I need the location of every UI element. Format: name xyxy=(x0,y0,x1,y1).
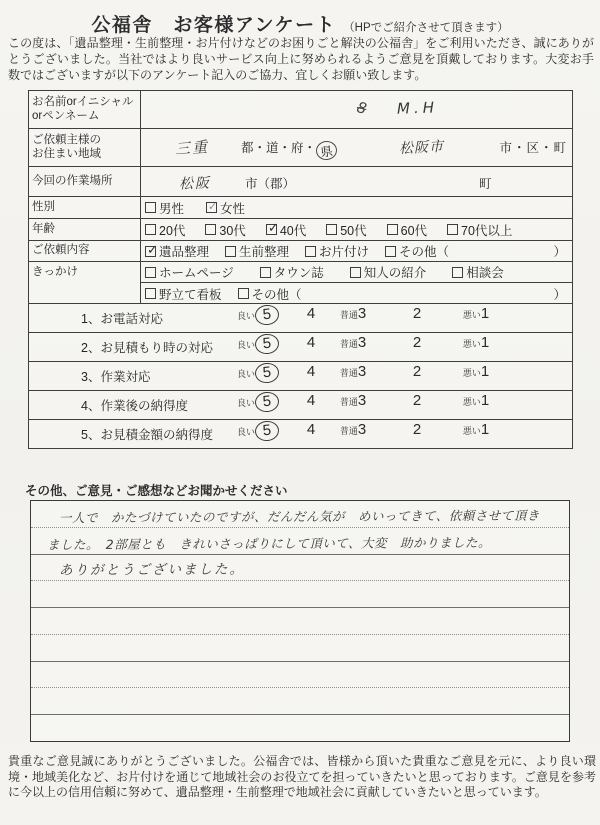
checkbox-age-60s: 60代 xyxy=(387,221,427,239)
rating-row-phone xyxy=(29,303,572,332)
age-options xyxy=(141,219,572,240)
checkbox-icon xyxy=(260,267,271,278)
survey-table xyxy=(28,90,573,449)
checkbox-icon xyxy=(387,224,398,235)
checkbox-age-40s: ✓ 40代 xyxy=(266,221,306,239)
checkbox-icon xyxy=(238,288,249,299)
rating-option-3: 普通3 xyxy=(339,421,367,438)
age-label: 年齢 xyxy=(29,219,141,240)
checkbox-checked-icon xyxy=(266,224,277,235)
scribbled-text: 8 xyxy=(354,98,369,118)
handwritten-prefecture: 三重 xyxy=(174,137,210,159)
checkbox-field-signboard: 野立て看板 xyxy=(145,285,222,303)
checkbox-consultation-event: 相談会 xyxy=(452,263,504,281)
request-label: ご依頼内容 xyxy=(29,241,141,261)
rating-row-price-satisfaction xyxy=(29,419,572,448)
age-row xyxy=(29,218,572,240)
checkbox-age-20s: 20代 xyxy=(145,221,185,239)
handwritten-comment-line3: ありがとうございました。 xyxy=(58,561,246,579)
rating-option-3: 普通3 xyxy=(339,363,367,380)
handwritten-initials: M.H xyxy=(396,98,439,118)
gender-label: 性別 xyxy=(29,197,141,218)
rating-option-1: 悪い1 xyxy=(462,305,490,322)
rating-option-2: 2 xyxy=(412,305,422,322)
checkbox-icon xyxy=(326,224,337,235)
rating-caption-good: 良い xyxy=(236,369,255,379)
checkbox-tidying: お片付け xyxy=(305,242,369,260)
rating-option-5 xyxy=(235,334,281,354)
name-value-cell xyxy=(141,91,572,128)
rating-option-3: 普通3 xyxy=(339,305,367,322)
rating-option-1: 悪い1 xyxy=(462,392,490,409)
circled-prefecture-unit: 県 xyxy=(315,139,338,160)
rating-option-5 xyxy=(235,363,281,383)
gender-value-cell xyxy=(141,197,572,218)
rating-caption-bad: 悪い xyxy=(462,426,481,436)
close-paren: ） xyxy=(553,245,566,259)
comment-line xyxy=(31,715,569,741)
rating-option-3: 普通3 xyxy=(339,392,367,409)
rating-row-work-response xyxy=(29,361,572,390)
rating-option-3: 普通3 xyxy=(339,334,367,351)
trigger-options-line2 xyxy=(141,283,572,304)
close-paren: ） xyxy=(553,287,566,302)
worksite-label: 今回の作業場所 xyxy=(29,167,141,196)
rating-caption-good: 良い xyxy=(236,340,255,350)
checkbox-icon xyxy=(145,288,156,299)
rating-label: 1、お電話対応 xyxy=(81,312,163,326)
worksite-town-unit: 町 xyxy=(479,177,492,191)
rating-caption-normal: 普通 xyxy=(339,426,358,436)
rating-caption-bad: 悪い xyxy=(462,397,481,407)
comment-line xyxy=(31,555,569,582)
rating-option-1: 悪い1 xyxy=(462,421,490,438)
rating-caption-normal: 普通 xyxy=(339,368,358,378)
checkbox-other-trigger: その他（ xyxy=(238,285,302,303)
selected-rating-circle: 5 xyxy=(254,391,280,413)
comments-box xyxy=(30,500,570,742)
rating-option-1: 悪い1 xyxy=(462,363,490,380)
rating-option-2: 2 xyxy=(412,421,422,438)
rating-option-5 xyxy=(235,305,281,325)
checkbox-age-30s: 30代 xyxy=(205,221,245,239)
checkbox-icon xyxy=(145,224,156,235)
checkbox-age-50s: 50代 xyxy=(326,221,366,239)
comment-line xyxy=(31,608,569,635)
rating-row-work-satisfaction xyxy=(29,390,572,419)
checkbox-male: 男性 xyxy=(145,199,184,217)
rating-row-estimate-response xyxy=(29,332,572,361)
handwritten-city: 松阪市 xyxy=(398,138,445,158)
checkbox-female: ✓ 女性 xyxy=(206,199,245,217)
intro-text: この度は、「遺品整理・生前整理・お片付けなどのお困りごと解決の公福舎」をご利用いただき、誠にありがとうございました。当社ではより良いサービス向上に努められるようご意見を頂戴しております。大変お手数ではございますが以下のアンケート記入のご協力、宜しくお願い致します。 xyxy=(8,36,594,82)
rating-option-5 xyxy=(235,421,281,441)
comment-line xyxy=(31,635,569,662)
name-label: お名前orイニシャル orペンネーム xyxy=(29,91,141,128)
handwritten-comment-line2: ました。 2部屋とも きれいさっぱりにして頂いて、大変 助かりました。 xyxy=(46,534,492,552)
rating-caption-normal: 普通 xyxy=(339,310,358,320)
comment-line xyxy=(31,501,569,528)
worksite-value-cell xyxy=(141,167,572,196)
page-title-note: （HPでご紹介させて頂きます） xyxy=(343,22,509,34)
rating-caption-good: 良い xyxy=(236,427,255,437)
rating-option-1: 悪い1 xyxy=(462,334,490,351)
checkbox-icon xyxy=(225,246,236,257)
comments-heading: その他、ご意見・ご感想などお聞かせください xyxy=(25,484,288,498)
selected-rating-circle: 5 xyxy=(254,304,280,326)
rating-option-5 xyxy=(235,392,281,412)
trigger-value-cell xyxy=(141,262,572,303)
checkbox-referral: 知人の紹介 xyxy=(350,263,427,281)
rating-option-4: 4 xyxy=(306,334,316,351)
rating-caption-good: 良い xyxy=(236,398,255,408)
rating-label: 5、お見積金額の納得度 xyxy=(81,428,213,442)
comment-line xyxy=(31,581,569,608)
checkbox-icon xyxy=(447,224,458,235)
address-row xyxy=(29,128,572,166)
rating-label: 3、作業対応 xyxy=(81,370,151,384)
rating-caption-normal: 普通 xyxy=(339,397,358,407)
checkbox-icon xyxy=(145,267,156,278)
address-value-cell xyxy=(141,129,572,166)
checkbox-icon xyxy=(452,267,463,278)
checkbox-estate-cleanup: ✓ 遺品整理 xyxy=(145,242,209,260)
selected-rating-circle: 5 xyxy=(254,333,280,355)
rating-option-2: 2 xyxy=(412,334,422,351)
rating-label: 4、作業後の納得度 xyxy=(81,399,188,413)
checkbox-icon xyxy=(305,246,316,257)
rating-caption-bad: 悪い xyxy=(462,310,481,320)
handwritten-comment-line1: 一人で かたづけていたのですが、だんだん気が めいってきて、依頼させて頂き xyxy=(58,507,540,526)
handwritten-worksite-city: 松阪 xyxy=(178,175,212,193)
gender-options xyxy=(141,197,572,218)
request-options xyxy=(141,241,572,261)
trigger-label: きっかけ xyxy=(29,262,141,303)
rating-caption-bad: 悪い xyxy=(462,368,481,378)
age-value-cell xyxy=(141,219,572,240)
gender-row xyxy=(29,196,572,218)
rating-option-4: 4 xyxy=(306,392,316,409)
footer-text: 貴重なご意見誠にありがとうございました。公福舎では、皆様から頂いた貴重なご意見を元に、より良い環境・地域美化など、お片付けを通じて地域社会のお役立てを担っていきたいと思っております。ご意見を参考に今以上の信用信頼に努めて、遺品整理・生前整理で地域社会に貢献していきたいと思っています。 xyxy=(8,754,596,800)
address-label: ご依頼主様の お住まい地域 xyxy=(29,129,141,166)
checkbox-icon xyxy=(205,224,216,235)
checkbox-checked-icon xyxy=(145,246,156,257)
rating-option-4: 4 xyxy=(306,363,316,380)
rating-caption-bad: 悪い xyxy=(462,339,481,349)
comment-line xyxy=(31,528,569,555)
trigger-options-line1 xyxy=(141,262,572,283)
comment-line xyxy=(31,662,569,689)
request-row xyxy=(29,240,572,261)
comment-line xyxy=(31,688,569,715)
rating-option-2: 2 xyxy=(412,363,422,380)
trigger-row xyxy=(29,261,572,303)
page-title: 公福舎 お客様アンケート xyxy=(91,15,337,36)
rating-caption-normal: 普通 xyxy=(339,339,358,349)
prefecture-unit-options: 都・道・府・ 県 xyxy=(241,138,337,160)
checkbox-homepage: ホームページ xyxy=(145,263,234,281)
rating-option-4: 4 xyxy=(306,421,316,438)
checkbox-icon xyxy=(385,246,396,257)
worksite-row xyxy=(29,166,572,196)
rating-caption-good: 良い xyxy=(236,311,255,321)
checkbox-other-request: その他（ xyxy=(385,242,449,260)
checkbox-icon xyxy=(350,267,361,278)
checkbox-town-magazine: タウン誌 xyxy=(260,263,324,281)
checkbox-pre-death-cleanup: 生前整理 xyxy=(225,242,289,260)
header xyxy=(0,10,600,37)
checkbox-age-70s-plus: 70代以上 xyxy=(447,221,512,239)
request-value-cell xyxy=(141,241,572,261)
selected-rating-circle: 5 xyxy=(254,420,280,442)
rating-option-2: 2 xyxy=(412,392,422,409)
checkbox-checked-icon xyxy=(206,202,217,213)
rating-option-4: 4 xyxy=(306,305,316,322)
rating-label: 2、お見積もり時の対応 xyxy=(81,341,213,355)
worksite-city-unit: 市（郡） xyxy=(245,177,296,191)
checkbox-icon xyxy=(145,202,156,213)
name-row xyxy=(29,91,572,128)
selected-rating-circle: 5 xyxy=(254,362,280,384)
city-unit-options: 市・区・町 xyxy=(499,141,567,155)
